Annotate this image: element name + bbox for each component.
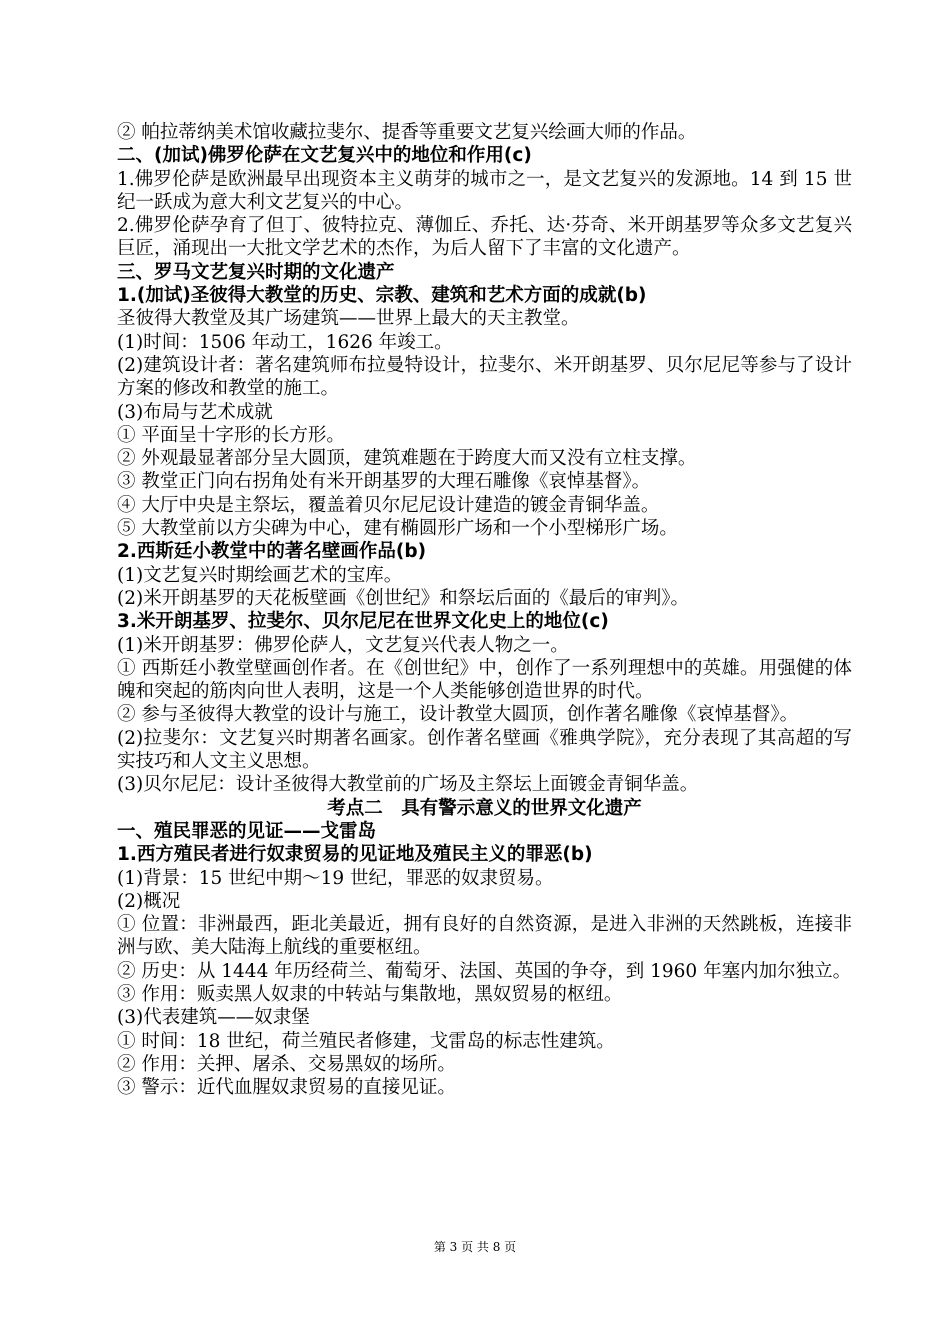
text-paragraph: 2.佛罗伦萨孕育了但丁、彼特拉克、薄伽丘、乔托、达·芬奇、米开朗基罗等众多文艺复兴巨匠，涌现出一大批文学艺术的杰作，为后人留下了丰富的文化遗产。	[117, 215, 852, 260]
text-paragraph: (3)代表建筑——奴隶堡	[117, 1007, 310, 1029]
section-heading: 一、殖民罪恶的见证——戈雷岛	[117, 820, 377, 842]
section-heading: 2.西斯廷小教堂中的著名壁画作品(b)	[117, 541, 427, 563]
section-heading: 三、罗马文艺复兴时期的文化遗产	[117, 261, 395, 283]
page-footer	[0, 1238, 950, 1255]
text-paragraph: (1)文艺复兴时期绘画艺术的宝库。	[117, 564, 403, 586]
text-paragraph: ① 位置：非洲最西，距北美最近，拥有良好的自然资源，是进入非洲的天然跳板，连接非洲与欧、美大陆海上航线的重要枢纽。	[117, 914, 852, 959]
section-heading: 1.(加试)圣彼得大教堂的历史、宗教、建筑和艺术方面的成就(b)	[117, 285, 647, 307]
section-heading: 1.西方殖民者进行奴隶贸易的见证地及殖民主义的罪恶(b)	[117, 844, 593, 866]
text-paragraph: (1)时间：1506 年动工，1626 年竣工。	[117, 331, 453, 353]
text-paragraph: ② 历史：从 1444 年历经荷兰、葡萄牙、法国、英国的争夺，到 1960 年塞内加尔独立。	[117, 960, 852, 982]
section-heading: 考点二 具有警示意义的世界文化遗产	[327, 797, 642, 819]
text-paragraph: (2)米开朗基罗的天花板壁画《创世纪》和祭坛后面的《最后的审判》。	[117, 587, 689, 609]
text-paragraph: 1.佛罗伦萨是欧洲最早出现资本主义萌芽的城市之一，是文艺复兴的发源地。14 到 15 世纪一跃成为意大利文艺复兴的中心。	[117, 168, 852, 213]
text-paragraph: (3)贝尔尼尼：设计圣彼得大教堂前的广场及主祭坛上面镀金青铜华盖。	[117, 774, 699, 796]
text-paragraph: 圣彼得大教堂及其广场建筑——世界上最大的天主教堂。	[117, 308, 580, 330]
section-heading: 3.米开朗基罗、拉斐尔、贝尔尼尼在世界文化史上的地位(c)	[117, 611, 609, 633]
section-heading: 二、(加试)佛罗伦萨在文艺复兴中的地位和作用(c)	[117, 145, 532, 167]
text-paragraph: ③ 教堂正门向右拐角处有米开朗基罗的大理石雕像《哀悼基督》。	[117, 471, 651, 493]
text-paragraph: ③ 作用：贩卖黑人奴隶的中转站与集散地，黑奴贸易的枢纽。	[117, 983, 623, 1005]
text-paragraph: (1)背景：15 世纪中期～19 世纪，罪恶的奴隶贸易。	[117, 867, 554, 889]
text-paragraph: ① 时间：18 世纪，荷兰殖民者修建，戈雷岛的标志性建筑。	[117, 1030, 615, 1052]
page-number-label: 第 3 页 共 8 页	[433, 1240, 517, 1254]
text-paragraph: ① 西斯廷小教堂壁画创作者。在《创世纪》中，创作了一系列理想中的英雄。用强健的体魄和突起的筋肉向世人表明，这是一个人类能够创造世界的时代。	[117, 657, 852, 703]
text-paragraph: ④ 大厅中央是主祭坛，覆盖着贝尔尼尼设计建造的镀金青铜华盖。	[117, 494, 660, 516]
text-paragraph: ③ 警示：近代血腥奴隶贸易的直接见证。	[117, 1077, 456, 1099]
text-paragraph: (3)布局与艺术成就	[117, 401, 273, 423]
text-paragraph: ② 外观最显著部分呈大圆顶，建筑难题在于跨度大而又没有立柱支撑。	[117, 448, 697, 470]
text-paragraph: ⑤ 大教堂前以方尖碑为中心，建有椭圆形广场和一个小型梯形广场。	[117, 518, 678, 540]
text-paragraph: (2)拉斐尔：文艺复兴时期著名画家。创作著名壁画《雅典学院》，充分表现了其高超的写实技巧和人文主义思想。	[117, 727, 852, 773]
text-paragraph: ① 平面呈十字形的长方形。	[117, 424, 345, 446]
text-paragraph: (1)米开朗基罗：佛罗伦萨人，文艺复兴代表人物之一。	[117, 634, 569, 656]
text-paragraph: ② 作用：关押、屠杀、交易黑奴的场所。	[117, 1053, 456, 1075]
text-paragraph: ② 参与圣彼得大教堂的设计与施工，设计教堂大圆顶，创作著名雕像《哀悼基督》。	[117, 704, 799, 726]
text-paragraph: (2)建筑设计者：著名建筑师布拉曼特设计，拉斐尔、米开朗基罗、贝尔尼尼等参与了设计方案的修改和教堂的施工。	[117, 354, 852, 400]
text-paragraph: ② 帕拉蒂纳美术馆收藏拉斐尔、提香等重要文艺复兴绘画大师的作品。	[117, 122, 697, 143]
document-body	[117, 121, 852, 1099]
text-paragraph: (2)概况	[117, 890, 181, 912]
